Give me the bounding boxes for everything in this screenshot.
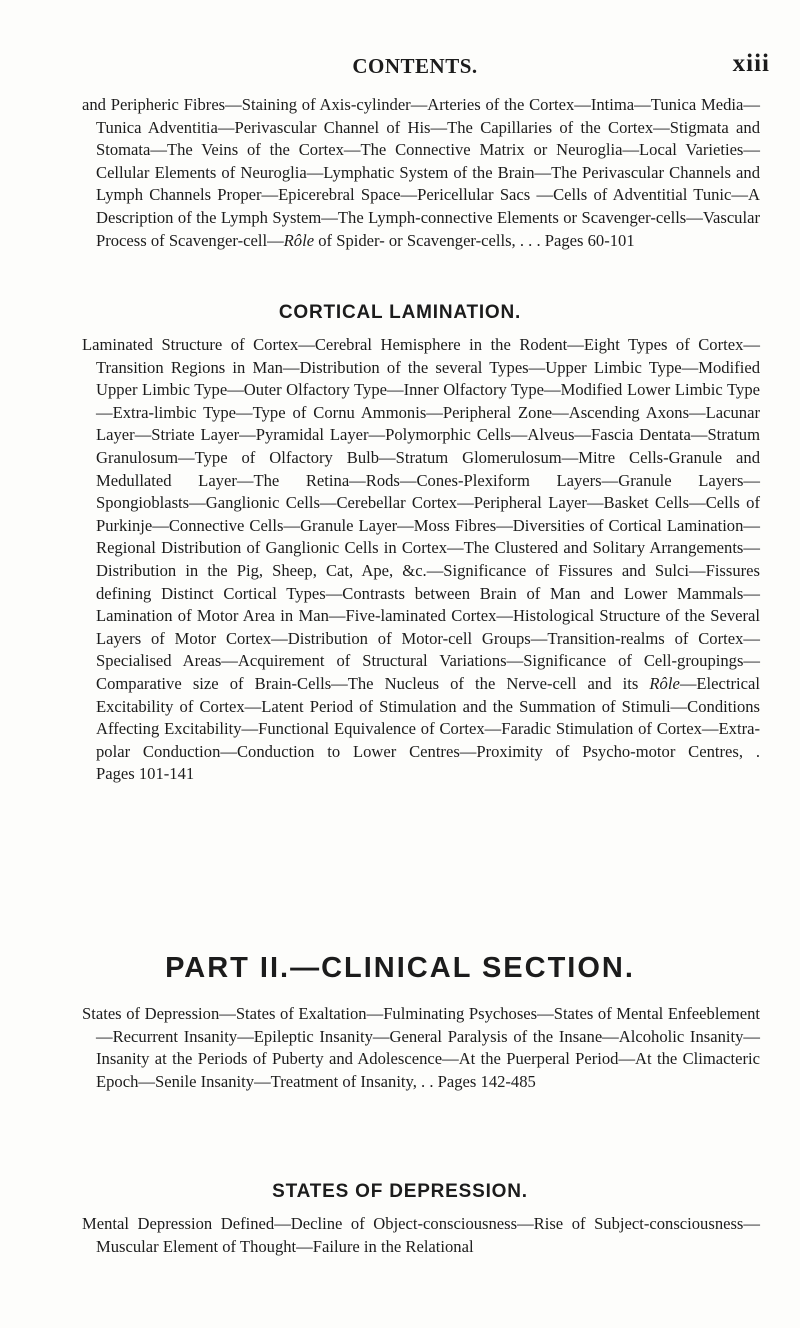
running-head: [60, 50, 770, 80]
section-heading-cortical-lamination: CORTICAL LAMINATION.: [278, 302, 522, 323]
running-head-title: CONTENTS.: [352, 54, 478, 78]
entry-italic-word: Rôle: [649, 673, 680, 693]
part-heading-clinical-section: PART II.—CLINICAL SECTION.: [165, 952, 635, 984]
page-range: Pages 142-485: [437, 1071, 536, 1091]
entry-text: Laminated Structure of Cortex—Cerebral Hemisphere in the Rodent—Eight Types of Cortex—Transition Regions in Man—Distribution of the several Types—Upper Limbic Type—Modified Upper Limbic Type—Outer Olfactory Type—Inner Olfactory Type—Modified Lower Limbic Type—Extra-limbic Type—Type of Cornu Ammonis—Peripheral Zone—Ascending Axons—Lacunar Layer—Striate Layer—Pyramidal Layer—Polymorphic Cells—Alveus—Fascia Dentata—Stratum Granulosum—Type of Olfactory Bulb—Stratum Glomerulosum—Mitre Cells-Granule and Medullated Layer—The Retina—Rods—Cones-Plexiform Layers—Granule Layers—Spongioblasts—Ganglionic Cells—Cerebellar Cortex—Peripheral Layer—Basket Cells—Cells of Purkinje—Connective Cells—Granule Layer—Moss Fibres—Diversities of Cortical Lamination—Regional Distribution of Ganglionic Cells in Cortex—The Clustered and Solitary Arrangements—Distribution in the Pig, Sheep, Cat, Ape, &c.—Significance of Fissures and Sulci—Fissures defining Distinct Cortical Types—Contrasts between Brain of Man and Lower Mammals—Lamination of Motor Area in Man—Five-laminated Cortex—Histological Structure of the Several Layers of Motor Cortex—Distribution of Motor-cell Groups—Transition-realms of Cortex—Specialised Areas—Acquirement of Structural Variations—Significance of Cell-groupings—Comparative size of Brain-Cells—The Nucleus of the Nerve-cell and its: [82, 335, 760, 693]
contents-entry-cortical-lamination: [82, 334, 760, 786]
entry-italic-word: Rôle: [283, 230, 315, 250]
entry-text-tail: of Spider- or Scavenger-cells, . . .: [314, 230, 545, 250]
entry-text: Mental Depression Defined—Decline of Object-consciousness—Rise of Subject-consciousness—Muscular Element of Thought—Failure in the Relational: [82, 1214, 760, 1256]
entry-text: and Peripheric Fibres—Staining of Axis-cylinder—Arteries of the Cortex—Intima—Tunica Media—Tunica Adventitia—Perivascular Channel of His—The Capillaries of the Cortex—Stigmata and Stomata—The Veins of the Cortex—The Connective Matrix or Neuroglia—Local Varieties—Cellular Elements of Neuroglia—Lymphatic System of the Brain—The Perivascular Channels and Lymph Channels Proper—Epicerebral Space—Pericellular Sacs —Cells of Adventitial Tunic—A Description of the Lymph System—The Lymph-connective Elements or Scavenger-cells—Vascular Process of Scavenger-cell—: [82, 95, 760, 250]
entry-text: States of Depression—States of Exaltation—Fulminating Psychoses—States of Mental Enfeeblement—Recurrent Insanity—Epileptic Insanity—General Paralysis of the Insane—Alcoholic Insanity—Insanity at the Periods of Puberty and Adolescence—At the Puerperal Period—At the Climacteric Epoch—Senile Insanity—Treatment of Insanity, . .: [82, 1004, 760, 1091]
page-range: Pages 101-141: [96, 764, 195, 784]
section-heading-states-of-depression: STATES OF DEPRESSION.: [272, 1181, 528, 1202]
contents-entry-histology-continued: [82, 94, 760, 252]
contents-entry-states-of-depression: [82, 1213, 760, 1258]
page-number: xiii: [732, 50, 770, 77]
contents-entry-clinical-section: [82, 1003, 760, 1093]
page-range: Pages 60-101: [544, 230, 635, 250]
entry-text-tail: —Electrical Excitability of Cortex—Latent Period of Stimulation and the Summation of Stimuli—Conditions Affecting Excitability—Functional Equivalence of Cortex—Faradic Stimulation of Cortex—Extra-polar Conduction—Conduction to Lower Centres—Proximity of Psycho-motor Centres, .: [96, 673, 760, 761]
